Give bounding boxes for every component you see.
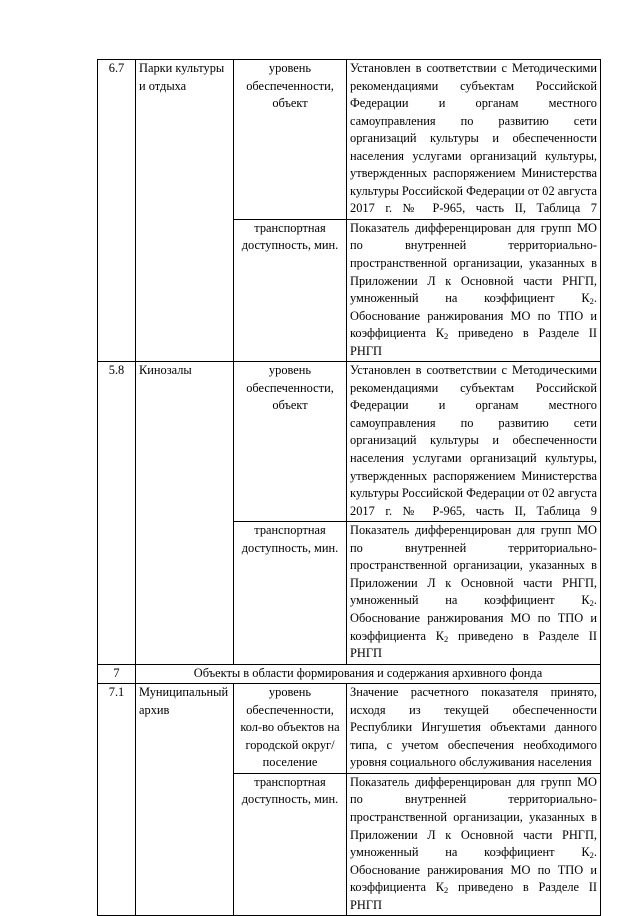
indicator-cell: уровень обеспеченности, объект xyxy=(234,60,347,220)
object-name: Кинозалы xyxy=(136,362,234,664)
note-cell: Установлен в соответствии с Методическими рекомендациями субъектам Российской Федерации и органам местного самоуправления по развитию сети организаций культуры и обеспеченности населения услугами организаций культуры, утвержденных распоряжением Министерства культуры Российской Федерации от 02 августа 2017 г. № Р-965, часть II, Таблица 9 xyxy=(347,362,601,522)
indicator-cell: транспортная доступность, мин. xyxy=(234,522,347,664)
note-cell: Показатель дифференцирован для групп МО по внутренней территориально-пространственной организации, указанных в Приложении Л к Основной части РНГП, умноженный на коэффициент $К_2$. Обоснование ранжирования МО по ТПО и коэффициента $К_2$ приведено в Разделе II РНГП xyxy=(347,773,601,915)
indicator-cell: уровень обеспеченности, кол-во объектов на городской округ/поселение xyxy=(234,684,347,774)
table-row xyxy=(98,362,601,522)
note-cell: Значение расчетного показателя принято, исходя из текущей обеспеченности Республики Ингушетия объектами данного типа, с учетом обеспечения необходимого уровня социального обслуживания населения xyxy=(347,684,601,774)
row-number: 7.1 xyxy=(98,684,136,916)
indicator-cell: транспортная доступность, мин. xyxy=(234,773,347,915)
note-cell: Показатель дифференцирован для групп МО по внутренней территориально-пространственной организации, указанных в Приложении Л к Основной части РНГП, умноженный на коэффициент $К_2$. Обоснование ранжирования МО по ТПО и коэффициента $К_2$ приведено в Разделе II РНГП xyxy=(347,219,601,361)
table-row xyxy=(98,60,601,220)
note-cell: Показатель дифференцирован для групп МО по внутренней территориально-пространственной организации, указанных в Приложении Л к Основной части РНГП, умноженный на коэффициент $К_2$. Обоснование ранжирования МО по ТПО и коэффициента $К_2$ приведено в Разделе II РНГП xyxy=(347,522,601,664)
section-row xyxy=(98,664,601,684)
section-title: Объекты в области формирования и содержания архивного фонда xyxy=(136,664,601,684)
row-number: 5.8 xyxy=(98,362,136,664)
object-name: Парки культуры и отдыха xyxy=(136,60,234,362)
standards-table xyxy=(97,59,601,916)
indicator-cell: транспортная доступность, мин. xyxy=(234,219,347,361)
table-row xyxy=(98,684,601,774)
section-number: 7 xyxy=(98,664,136,684)
indicator-cell: уровень обеспеченности, объект xyxy=(234,362,347,522)
note-cell: Установлен в соответствии с Методическими рекомендациями субъектам Российской Федерации и органам местного самоуправления по развитию сети организаций культуры и обеспеченности населения услугами организаций культуры, утвержденных распоряжением Министерства культуры Российской Федерации от 02 августа 2017 г. № Р-965, часть II, Таблица 7 xyxy=(347,60,601,220)
object-name: Муниципальный архив xyxy=(136,684,234,916)
row-number: 6.7 xyxy=(98,60,136,362)
